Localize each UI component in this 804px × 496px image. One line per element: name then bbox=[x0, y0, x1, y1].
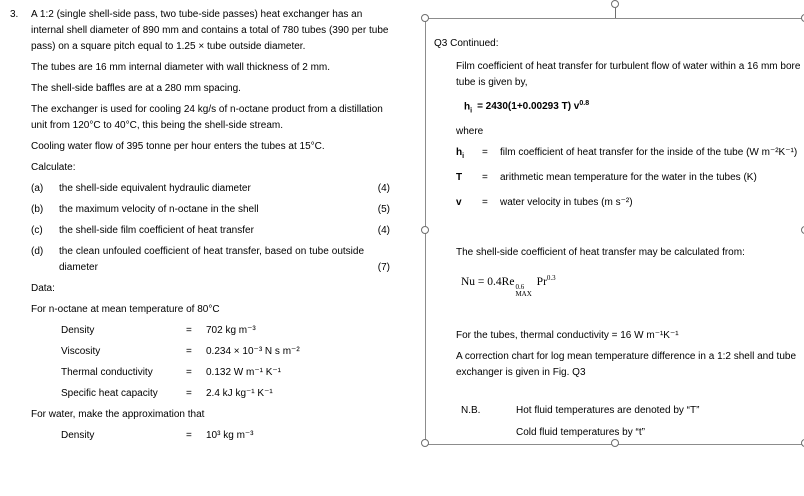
part-label: (a) bbox=[31, 183, 44, 194]
question-part-a bbox=[31, 181, 390, 197]
property-label: Viscosity bbox=[61, 346, 101, 357]
definition-text: water velocity in tubes (m s⁻²) bbox=[500, 197, 633, 209]
calculate-label: Calculate: bbox=[31, 162, 76, 173]
property-value: 0.132 W m⁻¹ K⁻¹ bbox=[206, 367, 282, 378]
equation-pre: Nu = 0.4 bbox=[461, 276, 502, 289]
textbox-content bbox=[426, 19, 804, 441]
data-row-water-density bbox=[31, 428, 390, 444]
selection-handle-top-left[interactable] bbox=[421, 14, 429, 22]
symbol: $h_i$ bbox=[456, 147, 465, 161]
correction-chart-paragraph: A correction chart for log mean temperature difference in a 1:2 shell and tube exchanger is given in Fig. Q3 bbox=[456, 351, 797, 379]
prandtl-exponent: 0.3 bbox=[546, 274, 556, 283]
nb-hot-fluid-line: Hot fluid temperatures are denoted by “T” bbox=[516, 405, 700, 417]
equals-sign: = bbox=[186, 325, 192, 336]
question-paragraph: Cooling water flow of 395 tonne per hour enters the tubes at 15°C. bbox=[31, 141, 325, 152]
nusselt-equation bbox=[434, 269, 803, 298]
rotate-handle[interactable] bbox=[611, 0, 619, 8]
data-row-thermal-conductivity bbox=[31, 365, 390, 381]
question-part-c bbox=[31, 223, 390, 239]
definition-T bbox=[434, 170, 803, 190]
film-coefficient-paragraph: Film coefficient of heat transfer for turbulent flow of water within a 16 mm bore tube is given by, bbox=[456, 61, 801, 88]
q3-continued-textbox[interactable] bbox=[425, 18, 804, 445]
textbox-title: Q3 Continued: bbox=[434, 38, 499, 49]
property-value: 0.234 × 10⁻³ N s m⁻² bbox=[206, 346, 300, 357]
property-label: Thermal conductivity bbox=[61, 367, 153, 378]
part-marks: (4) bbox=[377, 225, 390, 236]
part-label: (d) bbox=[31, 246, 44, 257]
part-label: (b) bbox=[31, 204, 44, 215]
definition-text: arithmetic mean temperature for the water in the tubes (K) bbox=[500, 172, 757, 184]
definition-hi bbox=[434, 145, 803, 165]
rotate-handle-stem bbox=[615, 8, 616, 18]
symbol: T bbox=[456, 172, 463, 184]
definition-text: film coefficient of heat transfer for the inside of the tube (W m⁻²K⁻¹) bbox=[500, 147, 798, 159]
part-text: the shell-side film coefficient of heat transfer bbox=[59, 225, 254, 236]
symbol: v bbox=[456, 197, 462, 209]
tubes-conductivity-line: For the tubes, thermal conductivity = 16 W m⁻¹K⁻¹ bbox=[456, 330, 679, 342]
part-text: the clean unfouled coefficient of heat transfer, based on tube outside diameter bbox=[59, 246, 364, 273]
selection-handle-middle-left[interactable] bbox=[421, 226, 429, 234]
nb-lines bbox=[516, 403, 803, 441]
part-marks: (7) bbox=[377, 262, 390, 273]
equation-lhs: h bbox=[464, 101, 471, 113]
equals-sign: = bbox=[186, 367, 192, 378]
question-number: 3. bbox=[10, 9, 19, 20]
part-label: (c) bbox=[31, 225, 43, 236]
property-label: Density bbox=[61, 325, 95, 336]
selection-handle-bottom-left[interactable] bbox=[421, 439, 429, 447]
prandtl-symbol: Pr bbox=[536, 276, 547, 289]
reynolds-subscript: MAX bbox=[515, 290, 532, 299]
equation-lhs-subscript: i bbox=[470, 107, 473, 115]
question-part-b bbox=[31, 202, 390, 218]
data-row-viscosity bbox=[31, 344, 390, 360]
question-paragraph: The shell-side baffles are at a 280 mm spacing. bbox=[31, 83, 241, 94]
film-coefficient-equation bbox=[434, 96, 803, 119]
equals-sign: = bbox=[186, 430, 192, 441]
selection-handle-bottom-center[interactable] bbox=[611, 439, 619, 447]
part-text: the shell-side equivalent hydraulic diameter bbox=[59, 183, 251, 194]
question-paragraph: The tubes are 16 mm internal diameter with wall thickness of 2 mm. bbox=[31, 62, 331, 73]
equals-sign: = bbox=[482, 172, 488, 184]
part-marks: (5) bbox=[377, 204, 390, 215]
data-row-specific-heat bbox=[31, 386, 390, 402]
reynolds-symbol: Re bbox=[501, 276, 515, 289]
where-label: where bbox=[456, 126, 484, 138]
nota-bene-block bbox=[434, 403, 803, 441]
property-value: 10³ kg m⁻³ bbox=[206, 430, 254, 441]
equation-rhs: = 2430(1+0.00293 T) v bbox=[477, 101, 580, 113]
equals-sign: = bbox=[482, 147, 488, 159]
question-paragraph: The exchanger is used for cooling 24 kg/s of n-octane product from a distillation unit from 120°C to 40°C, this being the shell-side stream. bbox=[31, 104, 383, 131]
equals-sign: = bbox=[482, 197, 488, 209]
question-body bbox=[31, 7, 390, 449]
reynolds-exponent: 0.6 bbox=[515, 283, 525, 292]
definition-v bbox=[434, 195, 803, 215]
property-value: 702 kg m⁻³ bbox=[206, 325, 256, 336]
property-value: 2.4 kJ kg⁻¹ K⁻¹ bbox=[206, 388, 273, 399]
water-intro: For water, make the approximation that bbox=[31, 409, 205, 420]
part-marks: (4) bbox=[377, 183, 390, 194]
question-paragraph: A 1:2 (single shell-side pass, two tube-side passes) heat exchanger has an internal shell diameter of 890 mm and contains a total of 780 tubes (390 per tube pass) on a square pitch equal to 1.25 × tube outside diameter. bbox=[31, 9, 389, 52]
property-label: Density bbox=[61, 430, 95, 441]
equals-sign: = bbox=[186, 388, 192, 399]
question-part-d bbox=[31, 244, 390, 276]
octane-intro: For n-octane at mean temperature of 80°C bbox=[31, 304, 220, 315]
part-text: the maximum velocity of n-octane in the shell bbox=[59, 204, 259, 215]
property-label: Specific heat capacity bbox=[61, 388, 158, 399]
equals-sign: = bbox=[186, 346, 192, 357]
data-label: Data: bbox=[31, 283, 55, 294]
equation-rhs-exponent: 0.8 bbox=[579, 100, 590, 107]
reynolds-scripts bbox=[515, 284, 531, 298]
nb-label: N.B. bbox=[461, 405, 481, 417]
shell-side-paragraph: The shell-side coefficient of heat transfer may be calculated from: bbox=[456, 247, 745, 259]
question-3 bbox=[10, 7, 390, 449]
nb-cold-fluid-line: Cold fluid temperatures by “t” bbox=[516, 427, 645, 439]
data-row-density bbox=[31, 323, 390, 339]
